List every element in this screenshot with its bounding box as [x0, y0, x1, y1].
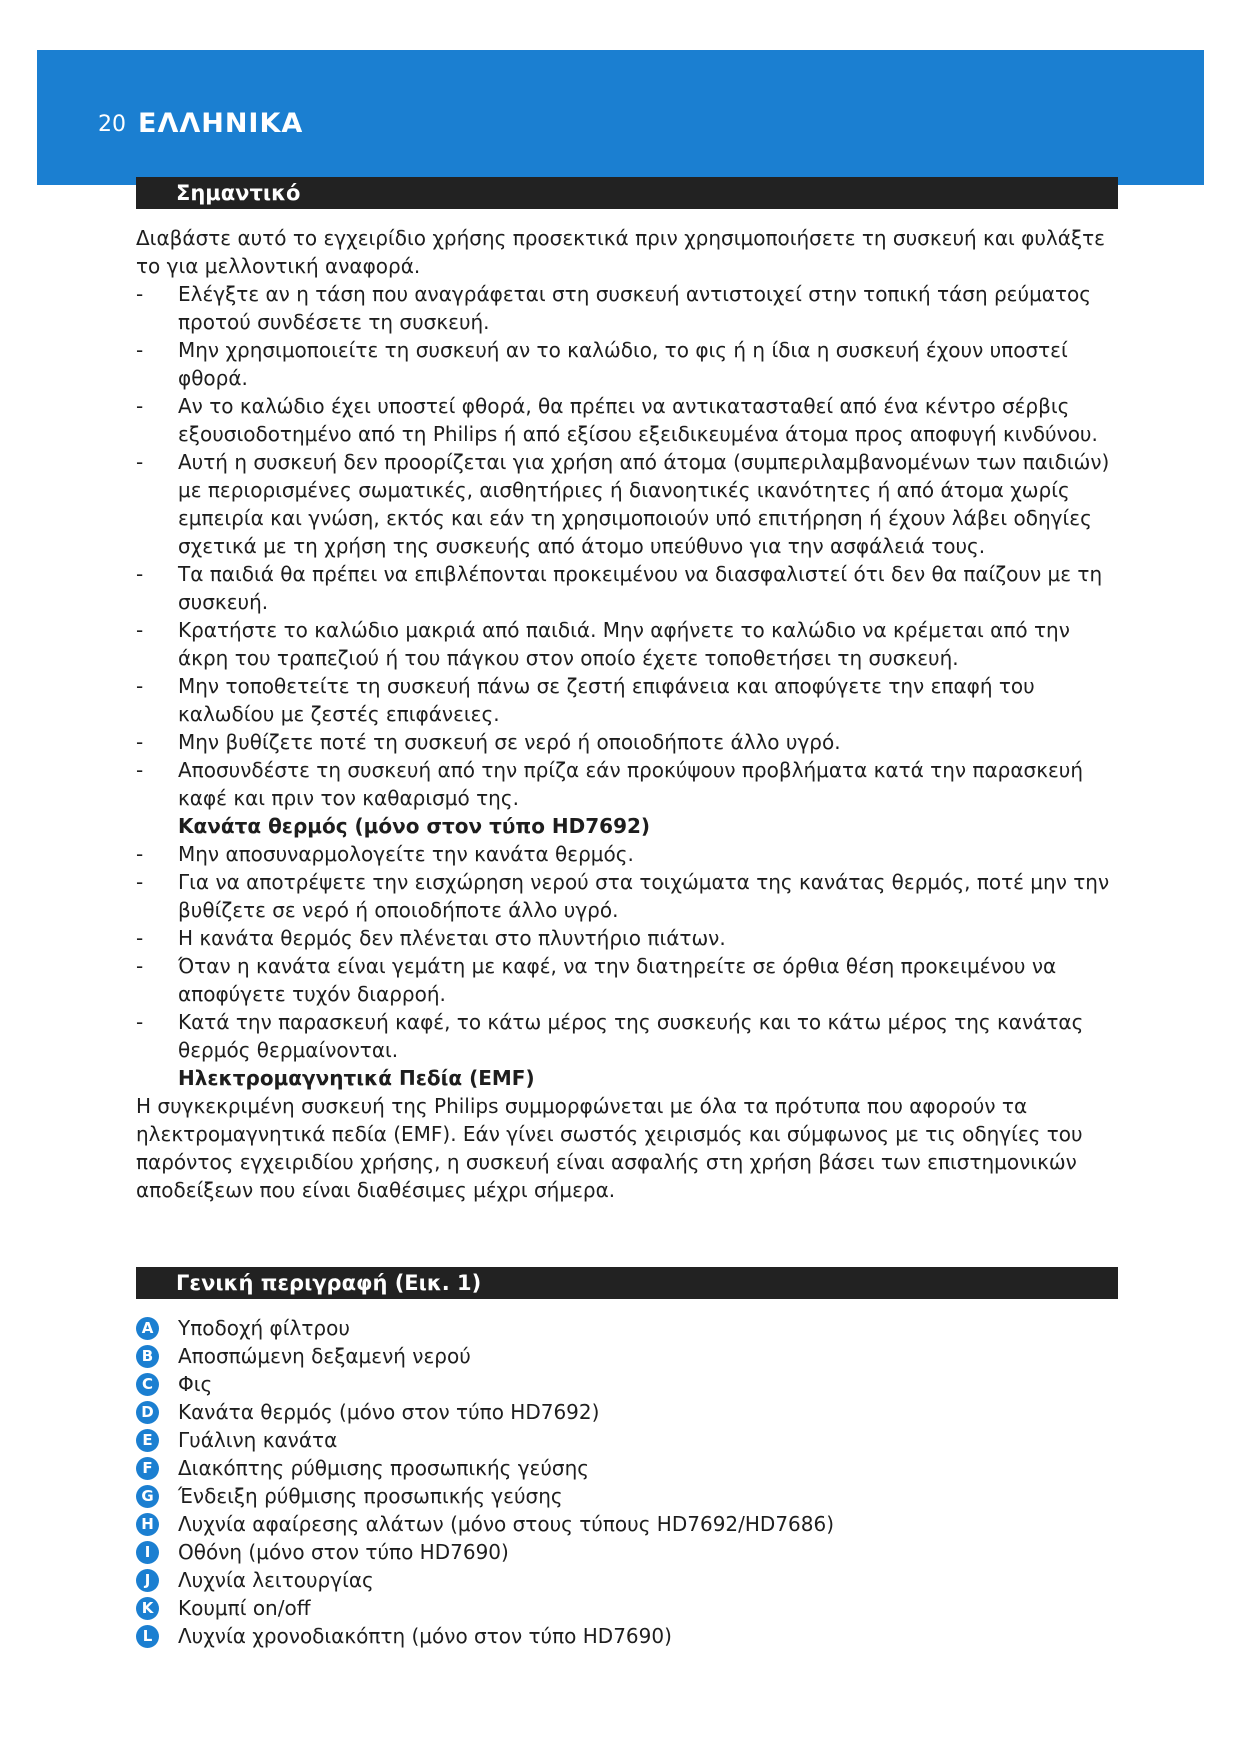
letter-badge: C — [136, 1373, 159, 1396]
part-label: Φις — [178, 1372, 213, 1396]
part-label: Διακόπτης ρύθμισης προσωπικής γεύσης — [178, 1456, 590, 1480]
language-title: ΕΛΛΗΝΙΚΑ — [138, 108, 304, 139]
list-item — [136, 1538, 1126, 1566]
list-item — [136, 1370, 1126, 1398]
letter-badge: K — [136, 1597, 159, 1620]
list-item — [136, 1314, 1126, 1342]
part-label: Λυχνία χρονοδιακόπτη (μόνο στον τύπο HD7690) — [178, 1624, 672, 1648]
list-item — [136, 1622, 1126, 1650]
general-section — [136, 1314, 1126, 1650]
section-bar-general — [136, 1267, 1118, 1299]
list-item — [136, 1342, 1126, 1370]
part-label: Υποδοχή φίλτρου — [178, 1316, 350, 1340]
letter-badge: J — [136, 1569, 159, 1592]
letter-badge: H — [136, 1513, 159, 1536]
emf-paragraph: Η συγκεκριμένη συσκευή της Philips συμμορφώνεται με όλα τα πρότυπα που αφορούν τα ηλεκτρομαγνητικά πεδία (EMF). Εάν γίνει σωστός χειρισμός και σύμφωνος με τις οδηγίες του παρόντος εγχειριδίου χρήσης, η συσκευή είναι ασφαλής στη χρήση βάσει των επιστημονικών αποδείξεων που είναι διαθέσιμες μέχρι σήμερα. — [136, 1094, 1083, 1202]
part-label: Ένδειξη ρύθμισης προσωπικής γεύσης — [178, 1484, 563, 1508]
list-item: - Αν το καλώδιο έχει υποστεί φθορά, θα πρέπει να αντικατασταθεί από ένα κέντρο σέρβις εξουσιοδοτημένο από τη Philips ή από εξίσου εξειδικευμένα άτομα προς αποφυγή κινδύνου. — [136, 392, 1126, 448]
part-label: Κανάτα θερμός (μόνο στον τύπο HD7692) — [178, 1400, 600, 1424]
list-item: - Μην χρησιμοποιείτε τη συσκευή αν το καλώδιο, το φις ή η ίδια η συσκευή έχουν υποστεί φθορά. — [136, 336, 1126, 392]
list-item: - Κατά την παρασκευή καφέ, το κάτω μέρος της συσκευής και το κάτω μέρος της κανάτας θερμός θερμαίνονται. — [136, 1008, 1126, 1064]
emf-heading: Ηλεκτρομαγνητικά Πεδία (EMF) — [178, 1066, 535, 1090]
list-item: - Ελέγξτε αν η τάση που αναγράφεται στη συσκευή αντιστοιχεί στην τοπική τάση ρεύματος προτού συνδέσετε τη συσκευή. — [136, 280, 1126, 336]
thermos-list — [136, 840, 1126, 1064]
letter-badge: L — [136, 1625, 159, 1648]
safety-list — [136, 280, 1126, 812]
list-item: - Όταν η κανάτα είναι γεμάτη με καφέ, να την διατηρείτε σε όρθια θέση προκειμένου να αποφύγετε τυχόν διαρροή. — [136, 952, 1126, 1008]
intro-paragraph: Διαβάστε αυτό το εγχειρίδιο χρήσης προσεκτικά πριν χρησιμοποιήσετε τη συσκευή και φυλάξτε το για μελλοντική αναφορά. — [136, 226, 1105, 278]
thermos-heading: Κανάτα θερμός (μόνο στον τύπο HD7692) — [178, 814, 651, 838]
letter-badge: E — [136, 1429, 159, 1452]
important-section — [136, 224, 1126, 1204]
list-item: - Αυτή η συσκευή δεν προορίζεται για χρήση από άτομα (συμπεριλαμβανομένων των παιδιών) με περιορισμένες σωματικές, αισθητήριες ή διανοητικές ικανότητες ή από άτομα χωρίς εμπειρία και γνώση, εκτός και εάν τη χρησιμοποιούν υπό επιτήρηση ή έχουν λάβει οδηγίες σχετικά με τη χρήση της συσκευής από άτομο υπεύθυνο για την ασφάλειά τους. — [136, 448, 1126, 560]
letter-badge: B — [136, 1345, 159, 1368]
letter-badge: A — [136, 1317, 159, 1340]
part-label: Γυάλινη κανάτα — [178, 1428, 338, 1452]
letter-badge: D — [136, 1401, 159, 1424]
list-item — [136, 1482, 1126, 1510]
list-item: - Μην αποσυναρμολογείτε την κανάτα θερμός. — [136, 840, 1126, 868]
list-item: - Κρατήστε το καλώδιο μακριά από παιδιά. Μην αφήνετε το καλώδιο να κρέμεται από την άκρη του τραπεζιού ή του πάγκου στον οποίο έχετε τοποθετήσει τη συσκευή. — [136, 616, 1126, 672]
list-item: - Η κανάτα θερμός δεν πλένεται στο πλυντήριο πιάτων. — [136, 924, 1126, 952]
list-item: - Για να αποτρέψετε την εισχώρηση νερού στα τοιχώματα της κανάτας θερμός, ποτέ μην την βυθίζετε σε νερό ή οποιοδήποτε άλλο υγρό. — [136, 868, 1126, 924]
letter-badge: F — [136, 1457, 159, 1480]
section-title: Γενική περιγραφή (Εικ. 1) — [176, 1271, 482, 1295]
list-item: - Μην βυθίζετε ποτέ τη συσκευή σε νερό ή οποιοδήποτε άλλο υγρό. — [136, 728, 1126, 756]
section-title: Σημαντικό — [176, 181, 301, 205]
part-label: Οθόνη (μόνο στον τύπο HD7690) — [178, 1540, 509, 1564]
list-item — [136, 1566, 1126, 1594]
list-item — [136, 1454, 1126, 1482]
part-label: Αποσπώμενη δεξαμενή νερού — [178, 1344, 471, 1368]
letter-badge: G — [136, 1485, 159, 1508]
part-label: Κουμπί on/off — [178, 1596, 311, 1620]
list-item: - Τα παιδιά θα πρέπει να επιβλέπονται προκειμένου να διασφαλιστεί ότι δεν θα παίζουν με τη συσκευή. — [136, 560, 1126, 616]
list-item — [136, 1398, 1126, 1426]
list-item: - Μην τοποθετείτε τη συσκευή πάνω σε ζεστή επιφάνεια και αποφύγετε την επαφή του καλωδίου με ζεστές επιφάνειες. — [136, 672, 1126, 728]
list-item — [136, 1510, 1126, 1538]
page-number: 20 — [98, 112, 126, 137]
parts-list — [136, 1314, 1126, 1650]
list-item — [136, 1594, 1126, 1622]
list-item — [136, 1426, 1126, 1454]
part-label: Λυχνία αφαίρεσης αλάτων (μόνο στους τύπους HD7692/HD7686) — [178, 1512, 835, 1536]
list-item: - Αποσυνδέστε τη συσκευή από την πρίζα εάν προκύψουν προβλήματα κατά την παρασκευή καφέ και πριν τον καθαρισμό της. — [136, 756, 1126, 812]
part-label: Λυχνία λειτουργίας — [178, 1568, 374, 1592]
section-bar-important — [136, 177, 1118, 209]
letter-badge: I — [136, 1541, 159, 1564]
